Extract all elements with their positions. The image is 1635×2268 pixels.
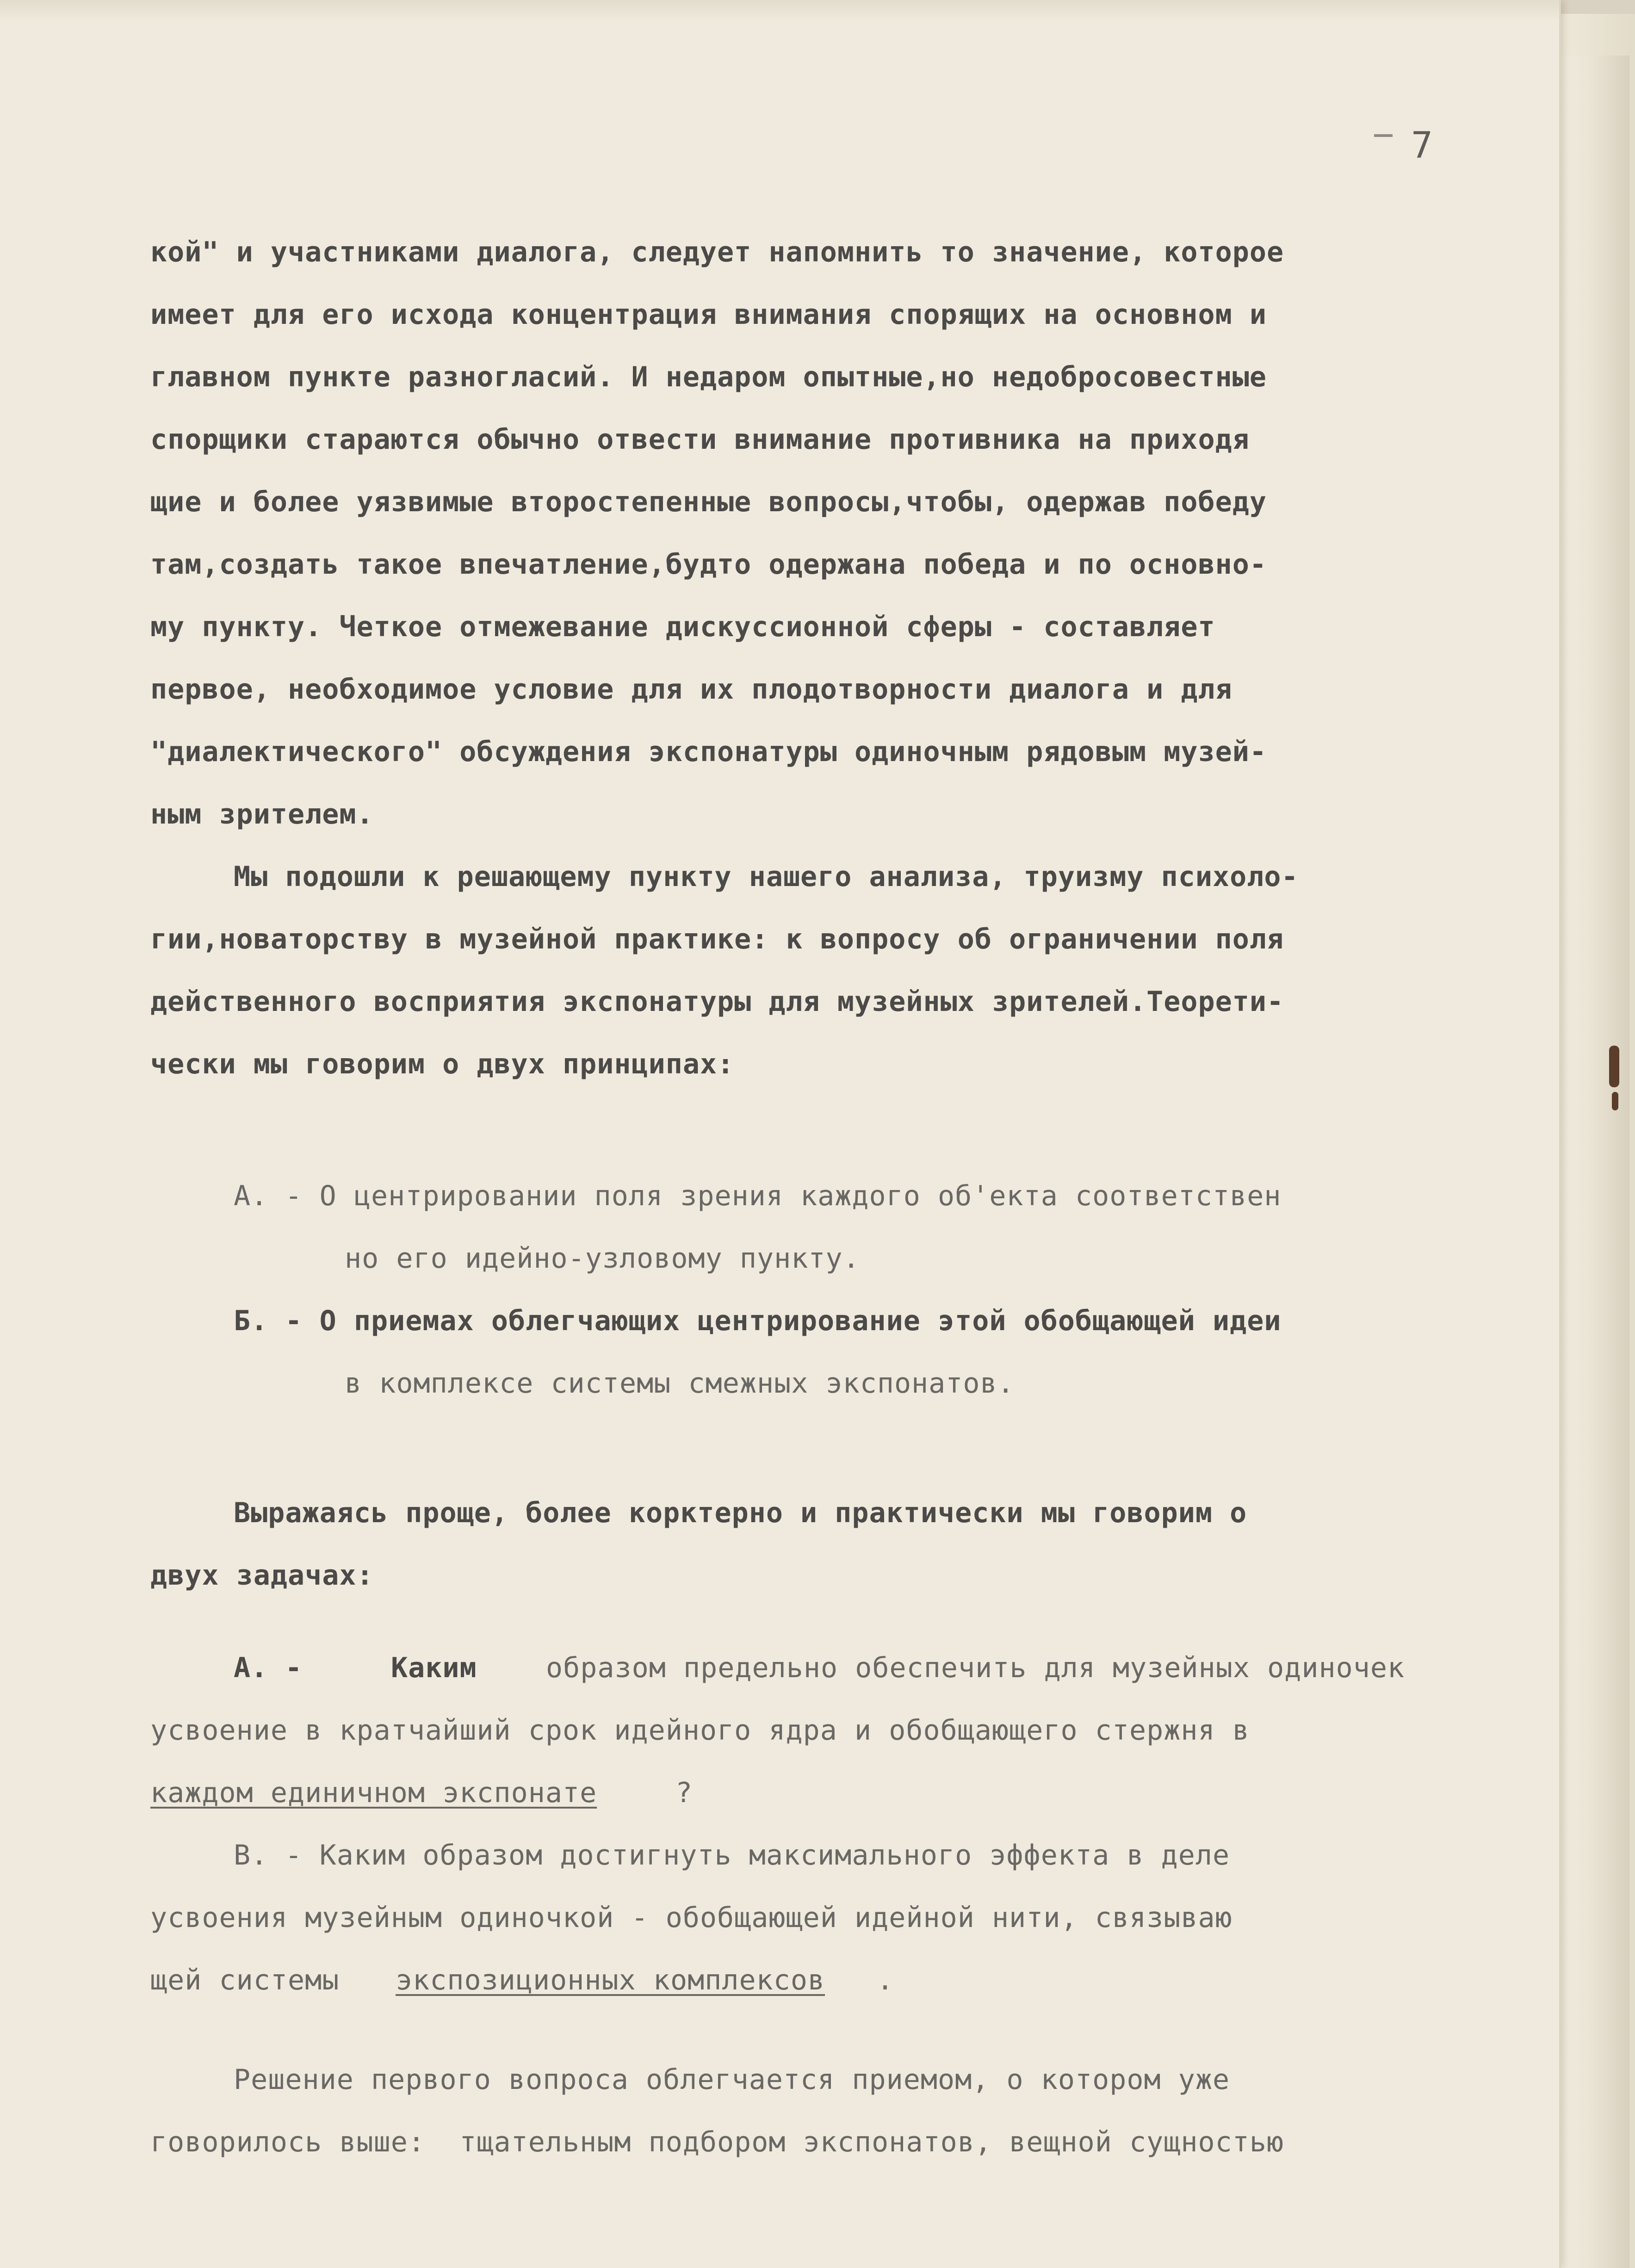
binding-hole	[1609, 1046, 1619, 1087]
text-line: му пункту. Четкое отмежевание дискуссионной сферы - составляет	[150, 611, 1215, 643]
text-line: говорилось выше: тщательным подбором экспонатов, вещной сущностью	[150, 2126, 1284, 2158]
text-line: Мы подошли к решающему пункту нашего анализа, труизму психоло-	[234, 861, 1299, 893]
text-line: ным зрителем.	[150, 798, 374, 830]
text-line: кой" и участниками диалога, следует напомнить то значение, которое	[150, 236, 1284, 268]
text-line: но его идейно-узловому пункту.	[345, 1242, 860, 1275]
page-number: 7	[1411, 125, 1433, 167]
text-line: там,создать такое впечатление,будто одержана победа и по основно-	[150, 548, 1267, 581]
text-line: чески мы говорим о двух принципах:	[150, 1048, 735, 1080]
page-top-edge	[0, 0, 1559, 21]
text-line: Выражаясь проще, более корктерно и практически мы говорим о	[234, 1497, 1247, 1529]
text-line: усвоения музейным одиночкой - обобщающей идейной нити, связываю	[150, 1902, 1232, 1934]
text-line: образом предельно обеспечить для музейных одиночек	[546, 1652, 1405, 1684]
text-line: .	[877, 1964, 894, 1996]
text-line: двух задачах:	[150, 1559, 374, 1592]
text-line: каждом единичном экспонате	[150, 1777, 597, 1809]
page-number-dash	[1374, 134, 1393, 137]
text-line: щие и более уязвимые второстепенные вопросы,чтобы, одержав победу	[150, 486, 1267, 518]
text-line: А. - О центрировании поля зрения каждого об'екта соответствен	[234, 1180, 1282, 1212]
text-line: главном пункте разногласий. И недаром опытные,но недобросовестные	[150, 361, 1267, 393]
text-line: действенного восприятия экспонатуры для музейных зрителей.Теорети-	[150, 985, 1284, 1018]
text-line: имеет для его исхода концентрация внимания спорящих на основном и	[150, 298, 1267, 331]
text-line: спорщики стараются обычно отвести внимание противника на приходя	[150, 423, 1250, 456]
text-line: Б. - О приемах облегчающих центрирование этой обобщающей идеи	[234, 1305, 1282, 1337]
text-line: Каким	[391, 1652, 477, 1684]
text-line: В. - Каким образом достигнуть максимального эффекта в деле	[234, 1839, 1230, 1871]
text-line: "диалектического" обсуждения экспонатуры одиночным рядовым музей-	[150, 736, 1267, 768]
text-line: в комплексе системы смежных экспонатов.	[345, 1367, 1015, 1400]
text-line: Решение первого вопроса облегчается приемом, о котором уже	[234, 2064, 1230, 2096]
text-line: ?	[675, 1777, 693, 1809]
text-line: экспозиционных комплексов	[396, 1964, 825, 1996]
text-line: щей системы	[150, 1964, 357, 1996]
binding-hole-small	[1612, 1092, 1618, 1110]
text-line: А. -	[234, 1652, 303, 1684]
text-line: первое, необходимое условие для их плодотворности диалога и для	[150, 673, 1232, 706]
text-line: усвоение в кратчайший срок идейного ядра и обобщающего стержня в	[150, 1714, 1250, 1747]
text-line: гии,новаторству в музейной практике: к вопросу об ограничении поля	[150, 923, 1284, 955]
